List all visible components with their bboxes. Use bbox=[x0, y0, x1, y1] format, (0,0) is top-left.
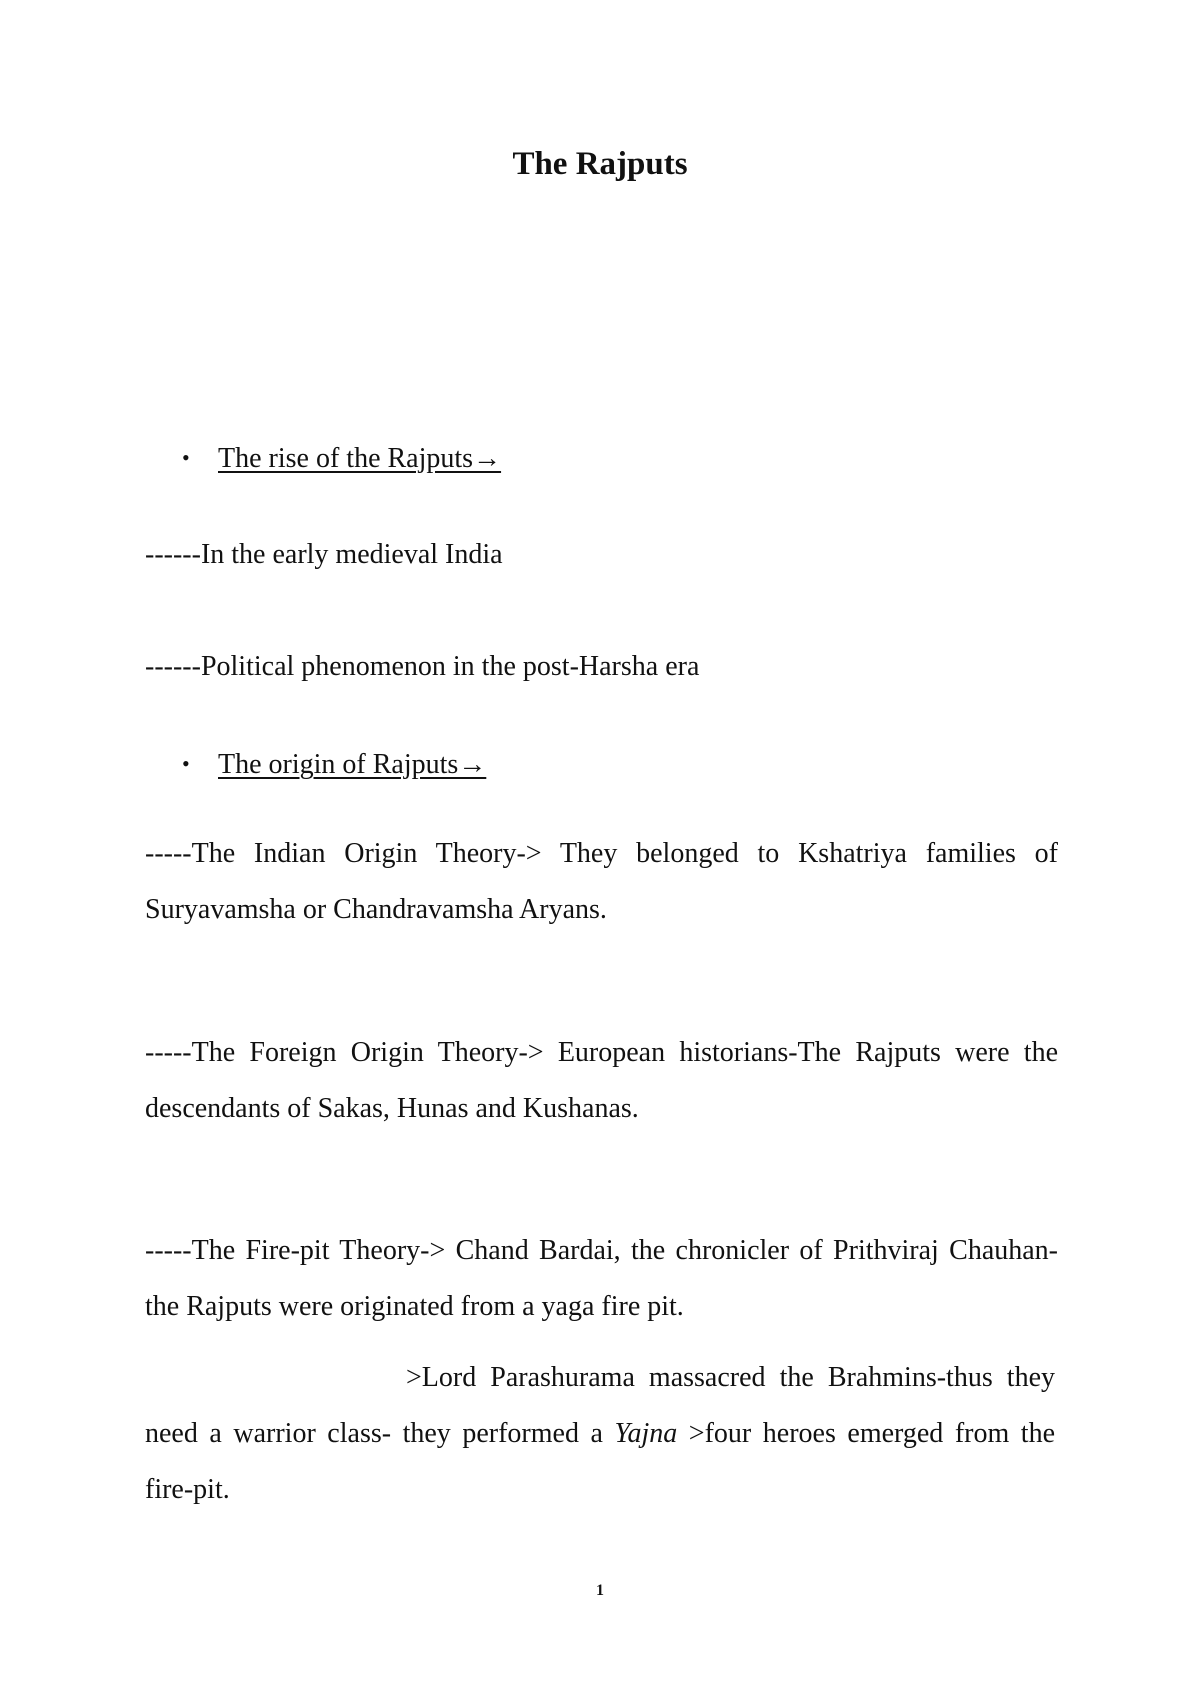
line-early-medieval: ------In the early medieval India bbox=[145, 539, 503, 570]
bullet-heading-rise bbox=[182, 440, 501, 477]
yajna-emphasis: Yajna bbox=[614, 1418, 678, 1449]
page-number: 1 bbox=[596, 1582, 604, 1599]
paragraph-parashurama bbox=[145, 1350, 1055, 1518]
parashurama-text-start: >Lord Parashurama massacred the Brahmins-thus they need a warrior class- they performed a bbox=[145, 1362, 1055, 1449]
heading-origin-of-rajputs: The origin of Rajputs→ bbox=[218, 749, 487, 780]
heading-rise-of-rajputs: The rise of the Rajputs→ bbox=[218, 443, 502, 474]
paragraph-fire-pit: -----The Fire-pit Theory-> Chand Bardai, the chronicler of Prithviraj Chauhan- the Rajputs were originated from a yaga fire pit. bbox=[145, 1235, 1058, 1322]
bullet-glyph: • bbox=[182, 751, 190, 776]
paragraph-indian-origin: -----The Indian Origin Theory-> They belonged to Kshatriya families of Suryavamsha or Chandravamsha Aryans. bbox=[145, 838, 1058, 925]
parashurama-text-end: >four heroes emerged from the fire-pit. bbox=[145, 1418, 1056, 1505]
page-title: The Rajputs bbox=[512, 146, 688, 182]
line-political-phenomenon: ------Political phenomenon in the post-Harsha era bbox=[145, 651, 700, 682]
paragraph-foreign-origin: -----The Foreign Origin Theory-> European historians-The Rajputs were the descendants of Sakas, Hunas and Kushanas. bbox=[145, 1037, 1058, 1124]
bullet-glyph: • bbox=[182, 445, 190, 470]
bullet-heading-origin bbox=[182, 746, 486, 783]
